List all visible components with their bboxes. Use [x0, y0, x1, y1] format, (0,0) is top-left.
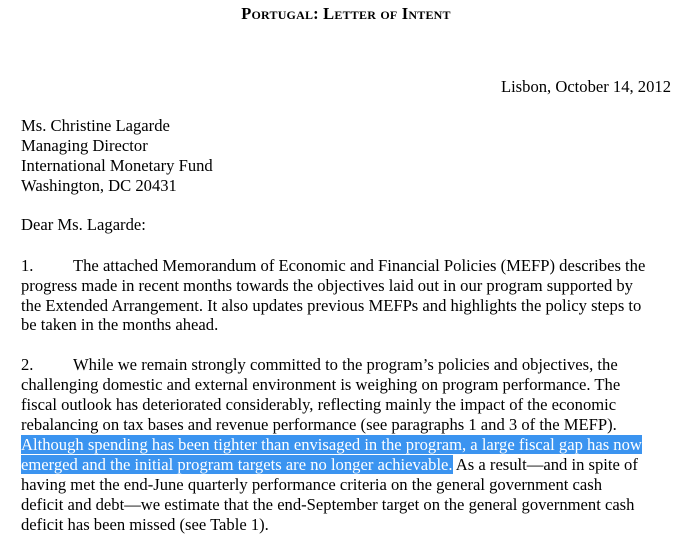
recipient-name: Ms. Christine Lagarde — [21, 116, 170, 135]
paragraph-2-line: deficit and debt—we estimate that the end-September target on the general government cash — [21, 495, 635, 514]
paragraph-2-text: While we remain strongly committed to the program’s policies and objectives, the — [73, 355, 618, 374]
paragraph-2-line — [21, 455, 638, 475]
paragraph-2-line: having met the end-June quarterly performance criteria on the general government cash — [21, 475, 602, 494]
paragraph-1-line: progress made in recent months towards the objectives laid out in our program supported by — [21, 276, 633, 295]
paragraph-1-line: the Extended Arrangement. It also updates previous MEFPs and highlights the policy steps to — [21, 296, 642, 315]
paragraph-1-line: be taken in the months ahead. — [21, 315, 219, 334]
paragraph-2-line: deficit has been missed (see Table 1). — [21, 515, 269, 534]
paragraph-2-line — [21, 355, 618, 375]
paragraph-1-text: The attached Memorandum of Economic and Financial Policies (MEFP) describes the — [73, 256, 646, 275]
text-selection-line[interactable] — [21, 435, 642, 455]
paragraph-1-line — [21, 256, 645, 276]
paragraph-1-number: 1. — [21, 256, 34, 275]
paragraph-2-line: rebalancing on tax bases and revenue performance (see paragraphs 1 and 3 of the MEFP). — [21, 415, 617, 434]
paragraph-2-text: As a result—and in spite of — [452, 455, 638, 474]
recipient-organization: International Monetary Fund — [21, 156, 213, 175]
selected-text[interactable]: emerged and the initial program targets are no longer achievable. — [21, 455, 453, 474]
paragraph-2-line: challenging domestic and external environment is weighing on program performance. The — [21, 375, 621, 394]
paragraph-2-number: 2. — [21, 355, 34, 374]
date-line: Lisbon, October 14, 2012 — [500, 77, 671, 96]
recipient-position: Managing Director — [21, 136, 148, 155]
document-title: Portugal: Letter of Intent — [241, 4, 451, 23]
paragraph-2-line: fiscal outlook has deteriorated considerably, reflecting mainly the impact of the economic — [21, 395, 617, 414]
recipient-address: Washington, DC 20431 — [21, 176, 177, 195]
selected-text[interactable]: Although spending has been tighter than envisaged in the program, a large fiscal gap has now — [21, 435, 642, 454]
salutation: Dear Ms. Lagarde: — [21, 215, 146, 234]
